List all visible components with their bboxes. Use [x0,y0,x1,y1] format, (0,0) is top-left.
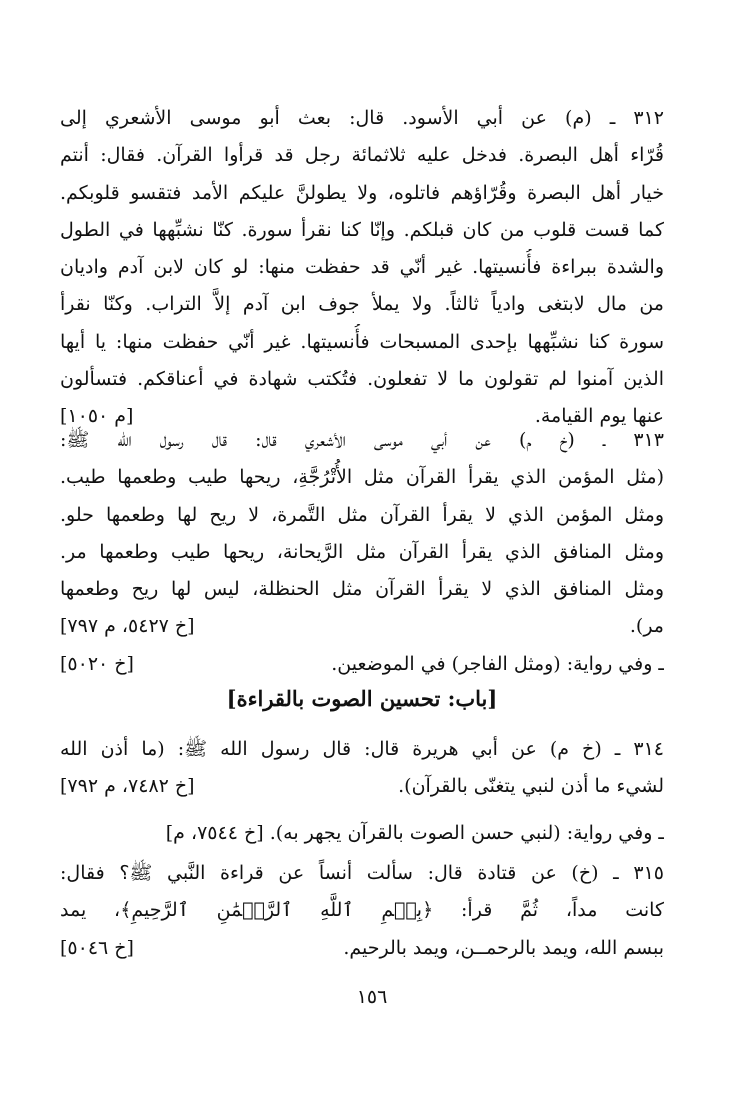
hadith-313-line: ٣١٣ ـ (خ م) عن أبي موسى الأشعري قال: قال رسول الله ﷺ: [60,429,664,451]
hadith-313-closing-text: مر). [629,615,664,638]
hadith-314-last-line [60,768,664,805]
hadith-314-line: ٣١٤ ـ (خ م) عن أبي هريرة قال: قال رسول الله ﷺ: (ما أذن الله [60,738,664,760]
hadith-313-line: ومثل المنافق الذي يقرأ القرآن مثل الرَّيحانة، ريحها طيب وطعمها مر. [60,540,664,563]
source-reference: [خ ٥٤٢٧، م ٧٩٧] [60,615,195,638]
hadith-315-line: ٣١٥ ـ (خ) عن قتادة قال: سألت أنساً عن قراءة النَّبي ﷺ؟ فقال: [60,862,664,884]
source-reference: [م ١٠٥٠] [60,405,134,428]
hadith-312-line: قُرّاء أهل البصرة. فدخل عليه ثلاثمائة رجل قد قرأوا القرآن. فقال: أنتم [60,144,664,167]
narration-text-content: ـ وفي رواية: (لنبي حسن الصوت بالقرآن يجهر به). [269,822,664,844]
hadith-313-last-line [60,608,664,645]
hadith-312-line: خيار أهل البصرة وقُرّاؤهم فاتلوه، ولا يطولنَّ عليكم الأمد فتقسو قلوبكم. [60,181,664,204]
hadith-315-line: كانت مداً، ثُمَّ قرأ: ﴿بِسۡمِ ٱللَّهِ ٱلرَّحۡمَٰنِ ٱلرَّحِيمِ﴾، يمد [60,899,664,922]
hadith-313-line: (مثل المؤمن الذي يقرأ القرآن مثل الأُتْرُجَّةِ، ريحها طيب وطعمها طيب. [60,466,664,489]
hadith-315 [60,855,664,967]
page-number: ١٥٦ [356,986,388,1008]
hadith-314 [60,731,664,806]
narration-text [60,815,664,852]
source-reference: [خ ٥٠٢٠] [60,652,134,675]
hadith-312-line: كما قست قلوب من كان قبلكم. وإنّا كنا نقرأ سورة. كنّا نشبِّهها في الطول [60,218,664,241]
hadith-312-line: والشدة ببراءة فأُنسيتها. غير أنّي قد حفظت منها: لو كان لابن آدم واديان [60,256,664,279]
source-reference: [خ ٧٤٨٢، م ٧٩٢] [60,775,195,798]
hadith-313-line: ومثل المنافق الذي لا يقرأ القرآن مثل الحنظلة، ليس لها ريح وطعمها [60,578,664,601]
hadith-313-line: ومثل المؤمن الذي لا يقرأ القرآن مثل التَّمرة، لا ريح لها وطعمها حلو. [60,503,664,526]
hadith-312-line: الذين آمنوا لم تقولون ما لا تفعلون. فتُكتب شهادة في أعناقكم. فتسألون [60,368,664,391]
hadith-315-closing-text: ببسم الله، ويمد بالرحمــن، ويمد بالرحيم. [343,936,664,959]
hadith-313 [60,422,664,683]
hadith-314-closing-text: لشيء ما أذن لنبي يتغنّى بالقرآن). [398,775,664,798]
hadith-315-last-line [60,930,664,967]
hadith-314-narration [60,815,664,852]
source-reference: [خ ٥٠٤٦] [60,936,134,959]
hadith-312-closing-text: عنها يوم القيامة. [534,405,664,428]
hadith-313-narration [60,646,664,683]
hadith-312-line: ٣١٢ ـ (م) عن أبي الأسود. قال: بعث أبو موسى الأشعري إلى [60,107,664,129]
hadith-312-line: سورة كنا نشبِّهها بإحدى المسبحات فأُنسيتها. غير أنّي حفظت منها: يا أيها [60,330,664,353]
narration-text: ـ وفي رواية: (ومثل الفاجر) في الموضعين. [331,652,664,675]
section-heading: [باب: تحسين الصوت بالقراءة] [226,686,498,711]
hadith-312 [60,100,664,436]
hadith-312-line: من مال لابتغى وادياً ثالثاً. ولا يملأ جوف ابن آدم إلاَّ التراب. وكنّا نقرأ [60,293,664,316]
source-reference: [خ ٧٥٤٤، م] [165,822,264,844]
